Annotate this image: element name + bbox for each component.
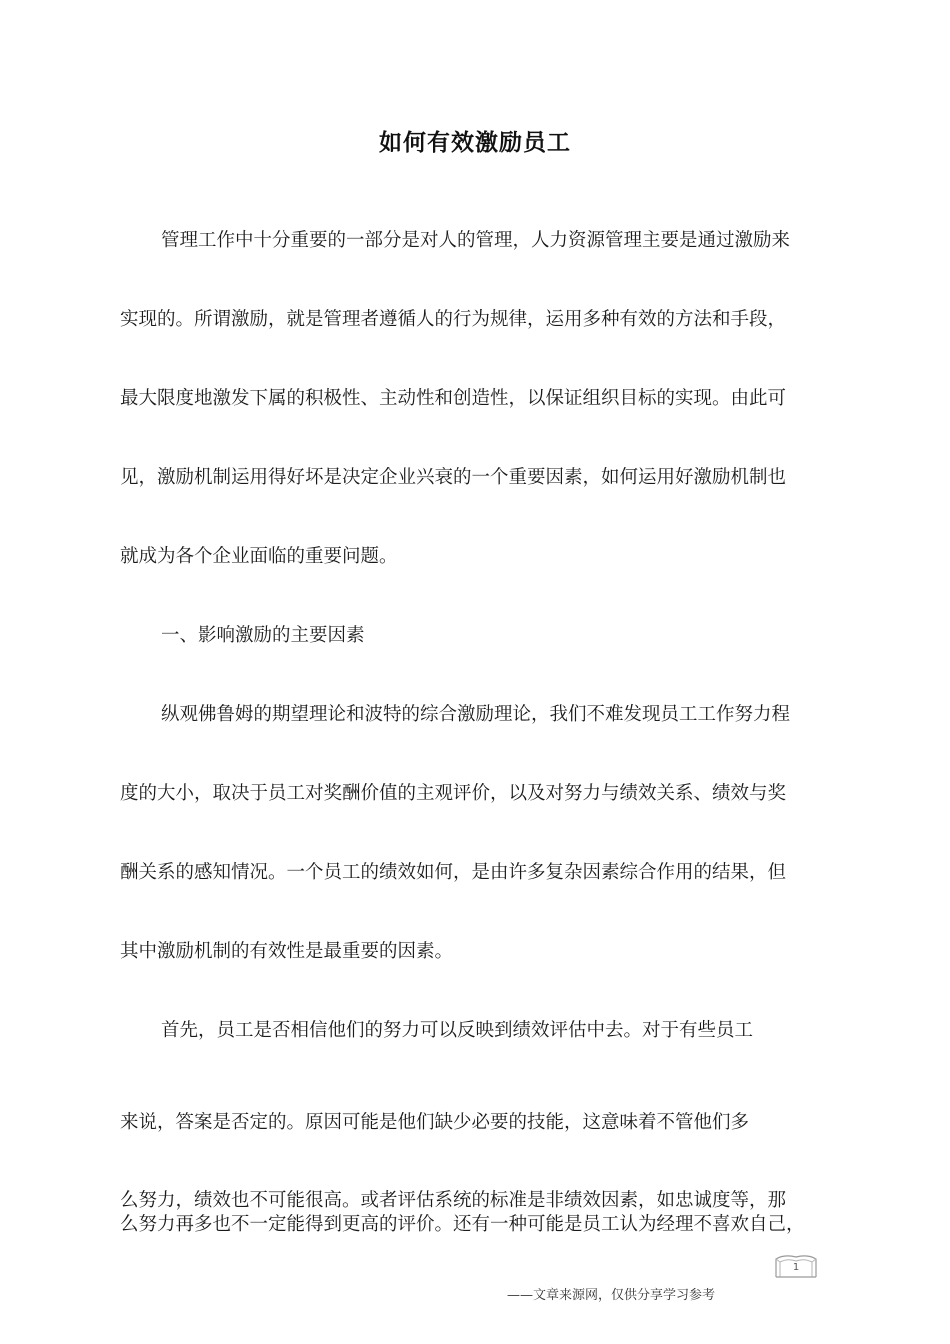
page-number-badge [774,1253,818,1279]
paragraph-line: 酬关系的感知情况。一个员工的绩效如何，是由许多复杂因素综合作用的结果，但 [120,862,787,883]
paragraph-line: 其中激励机制的有效性是最重要的因素。 [120,941,454,962]
paragraph-line: 就成为各个企业面临的重要问题。 [120,546,398,567]
paragraph-line: 度的大小，取决于员工对奖酬价值的主观评价，以及对努力与绩效关系、绩效与奖 [120,783,787,804]
page-number: 1 [792,1262,800,1273]
section-heading: 一、影响激励的主要因素 [161,625,365,646]
document-title: 如何有效激励员工 [379,130,571,156]
paragraph-line: 来说，答案是否定的。原因可能是他们缺少必要的技能，这意味着不管他们多 [120,1112,750,1133]
paragraph-line: 纵观佛鲁姆的期望理论和波特的综合激励理论，我们不难发现员工工作努力程 [161,704,791,725]
paragraph-line: 管理工作中十分重要的一部分是对人的管理，人力资源管理主要是通过激励来 [161,230,791,251]
paragraph-line: 最大限度地激发下属的积极性、主动性和创造性，以保证组织目标的实现。由此可 [120,388,787,409]
paragraph-line: 实现的。所谓激励，就是管理者遵循人的行为规律，运用多种有效的方法和手段， [120,309,787,330]
paragraph-line: 么努力，绩效也不可能很高。或者评估系统的标准是非绩效因素，如忠诚度等，那 [120,1190,787,1211]
footer-source-note: ——文章来源网，仅供分享学习参考 [507,1288,716,1303]
paragraph-line: 见，激励机制运用得好坏是决定企业兴衰的一个重要因素，如何运用好激励机制也 [120,467,787,488]
paragraph-line: 首先，员工是否相信他们的努力可以反映到绩效评估中去。对于有些员工 [161,1020,754,1041]
paragraph-line: 么努力再多也不一定能得到更高的评价。还有一种可能是员工认为经理不喜欢自己， [120,1214,805,1235]
